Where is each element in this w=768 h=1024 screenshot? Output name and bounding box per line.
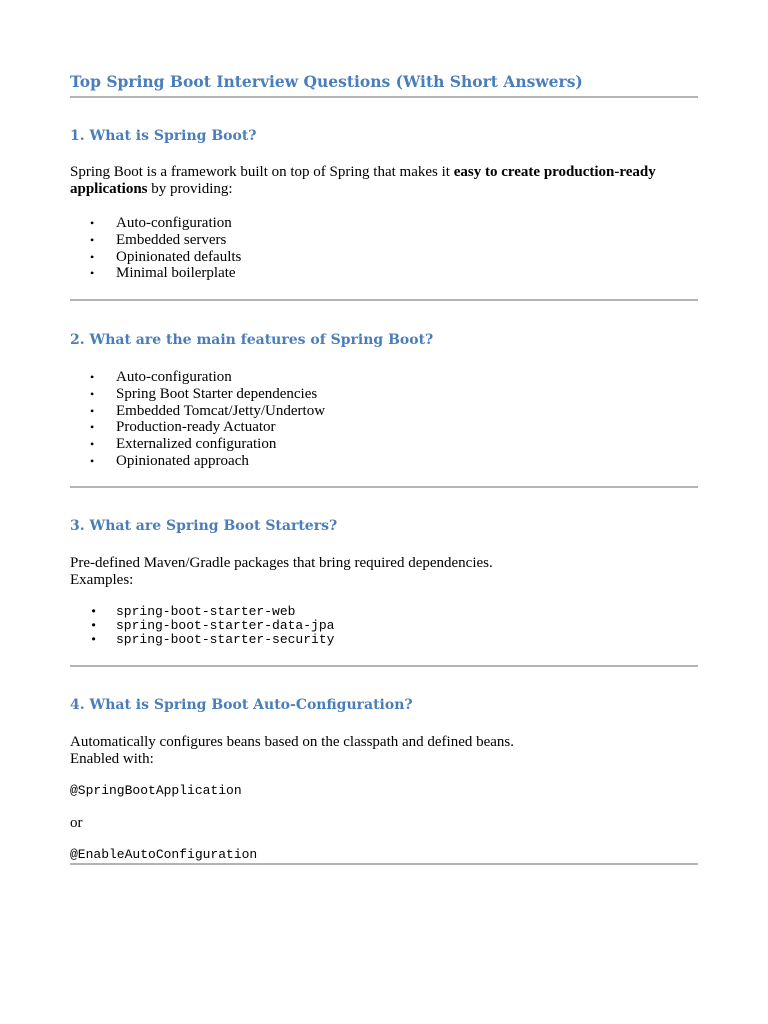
bullet-icon: • xyxy=(90,605,98,619)
section-3-list xyxy=(70,605,698,647)
list-item-text: Opinionated defaults xyxy=(116,248,242,265)
section-4-divider xyxy=(70,863,698,865)
section-3-divider xyxy=(70,665,698,667)
list-item xyxy=(70,369,698,386)
list-item xyxy=(70,419,698,436)
list-item-text: Auto-configuration xyxy=(116,369,232,385)
bullet-icon: • xyxy=(90,403,95,418)
section-4-connector: or xyxy=(70,815,83,831)
title-divider xyxy=(70,96,698,98)
list-item-text: spring-boot-starter-data-jpa xyxy=(116,618,335,633)
list-item xyxy=(70,633,698,647)
list-item xyxy=(70,232,698,249)
section-4-line-1: Automatically configures beans based on the classpath and defined beans. xyxy=(70,734,515,750)
bullet-icon: • xyxy=(90,370,95,384)
list-item xyxy=(70,619,698,633)
list-item-text: spring-boot-starter-security xyxy=(116,632,335,647)
list-item-text: Auto-configuration xyxy=(116,215,232,231)
bullet-icon: • xyxy=(90,386,95,401)
code-snippet-enable-auto-configuration: @EnableAutoConfiguration xyxy=(70,847,258,862)
bullet-icon: • xyxy=(90,420,95,435)
section-1-intro xyxy=(70,164,698,198)
bullet-icon: • xyxy=(90,216,95,230)
section-3-heading: 3. What are Spring Boot Starters? xyxy=(70,518,338,534)
list-item-text: Opinionated approach xyxy=(116,452,249,469)
section-1-heading: 1. What is Spring Boot? xyxy=(70,128,257,144)
list-item-text: Production-ready Actuator xyxy=(116,419,276,436)
list-item xyxy=(70,453,698,470)
list-item xyxy=(70,249,698,266)
list-item-text: spring-boot-starter-web xyxy=(116,604,296,619)
list-item xyxy=(70,215,698,232)
section-4-heading: 4. What is Spring Boot Auto-Configuration? xyxy=(70,697,413,713)
section-2-divider xyxy=(70,486,698,488)
list-item-text: Minimal boilerplate xyxy=(116,265,236,282)
list-item xyxy=(70,403,698,420)
list-item-text: Externalized configuration xyxy=(116,436,277,453)
list-item-text: Embedded servers xyxy=(116,231,227,248)
bullet-icon: • xyxy=(90,453,95,468)
section-1-intro-plain: Spring Boot is a framework built on top of Spring that makes it xyxy=(70,164,454,180)
section-1-divider xyxy=(70,299,698,301)
list-item xyxy=(70,436,698,453)
bullet-icon: • xyxy=(90,633,98,647)
section-1-intro-bold: easy to create production-ready applications xyxy=(70,164,656,197)
bullet-icon: • xyxy=(90,619,98,633)
section-3-line-2: Examples: xyxy=(70,572,134,588)
list-item-text: Spring Boot Starter dependencies xyxy=(116,385,318,402)
bullet-icon: • xyxy=(90,249,95,264)
list-item-text: Embedded Tomcat/Jetty/Undertow xyxy=(116,402,326,419)
list-item xyxy=(70,265,698,282)
document-title: Top Spring Boot Interview Questions (With Short Answers) xyxy=(70,72,583,91)
list-item xyxy=(70,386,698,403)
list-item xyxy=(70,605,698,619)
section-4-line-2: Enabled with: xyxy=(70,751,154,767)
section-3-line-1: Pre-defined Maven/Gradle packages that bring required dependencies. xyxy=(70,555,493,571)
section-1-intro-tail: by providing: xyxy=(147,181,233,197)
bullet-icon: • xyxy=(90,437,95,452)
bullet-icon: • xyxy=(90,232,95,247)
section-2-list xyxy=(70,369,698,470)
section-1-list xyxy=(70,215,698,282)
section-2-heading: 2. What are the main features of Spring Boot? xyxy=(70,332,434,348)
bullet-icon: • xyxy=(90,266,95,281)
code-snippet-spring-boot-application: @SpringBootApplication xyxy=(70,783,242,798)
